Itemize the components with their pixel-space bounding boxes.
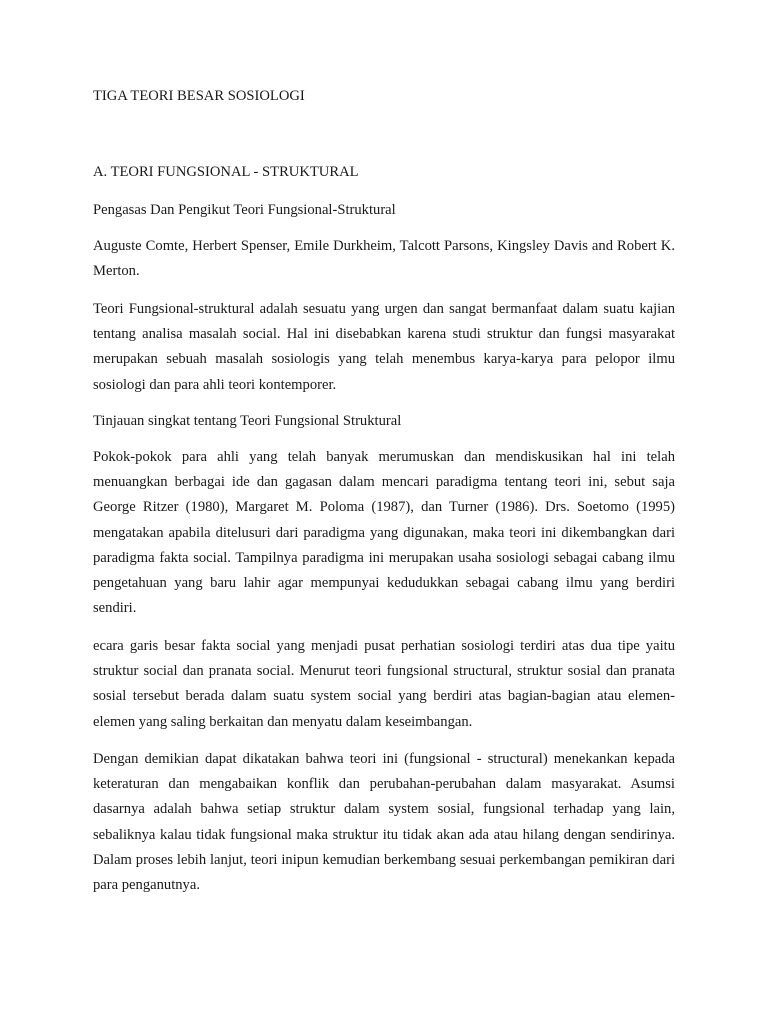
section-heading: A. TEORI FUNGSIONAL - STRUKTURAL	[93, 164, 359, 180]
founders-subheading: Pengasas Dan Pengikut Teori Fungsional-Struktural	[93, 202, 396, 218]
paragraph-social-facts: ecara garis besar fakta social yang menjadi pusat perhatian sosiologi terdiri atas dua tipe yaitu struktur social dan pranata social. Menurut teori fungsional structural, struktur sosial dan pranata sosial tersebut berada dalam suatu system social yang berdiri atas bagian-bagian atau elemen-elemen yang saling berkaitan dan menyatu dalam keseimbangan.	[93, 638, 675, 730]
paragraph-experts: Pokok-pokok para ahli yang telah banyak merumuskan dan mendiskusikan hal ini telah menuangkan berbagai ide dan gagasan dalam mencari paradigma tentang teori ini, sebut saja George Ritzer (1980), Margaret M. Poloma (1987), dan Turner (1986). Drs. Soetomo (1995) mengatakan apabila ditelusuri dari paradigma yang digunakan, maka teori ini dikembangkan dari paradigma fakta social. Tampilnya paradigma ini merupakan usaha sosiologi sebagai cabang ilmu pengetahuan yang baru lahir agar mempunyai kedudukkan sebagai cabang ilmu yang berdiri sendiri.	[93, 449, 675, 617]
founders-paragraph: Auguste Comte, Herbert Spenser, Emile Durkheim, Talcott Parsons, Kingsley Davis and Robert K. Merton.	[93, 238, 675, 280]
overview-subheading: Tinjauan singkat tentang Teori Fungsional Struktural	[93, 413, 402, 429]
paragraph-definition: Teori Fungsional-struktural adalah sesuatu yang urgen dan sangat bermanfaat dalam suatu kajian tentang analisa masalah social. Hal ini disebabkan karena studi struktur dan fungsi masyarakat merupakan sebuah masalah sosiologis yang telah menembus karya-karya para pelopor ilmu sosiologi dan para ahli teori kontemporer.	[93, 301, 675, 393]
document-title: TIGA TEORI BESAR SOSIOLOGI	[93, 88, 305, 104]
paragraph-order: Dengan demikian dapat dikatakan bahwa teori ini (fungsional - structural) menekankan kepada keteraturan dan mengabaikan konflik dan perubahan-perubahan dalam masyarakat. Asumsi dasarnya adalah bahwa setiap struktur dalam system sosial, fungsional terhadap yang lain, sebaliknya kalau tidak fungsional maka struktur itu tidak akan ada atau hilang dengan sendirinya. Dalam proses lebih lanjut, teori inipun kemudian berkembang sesuai perkembangan pemikiran dari para penganutnya.	[93, 751, 675, 894]
